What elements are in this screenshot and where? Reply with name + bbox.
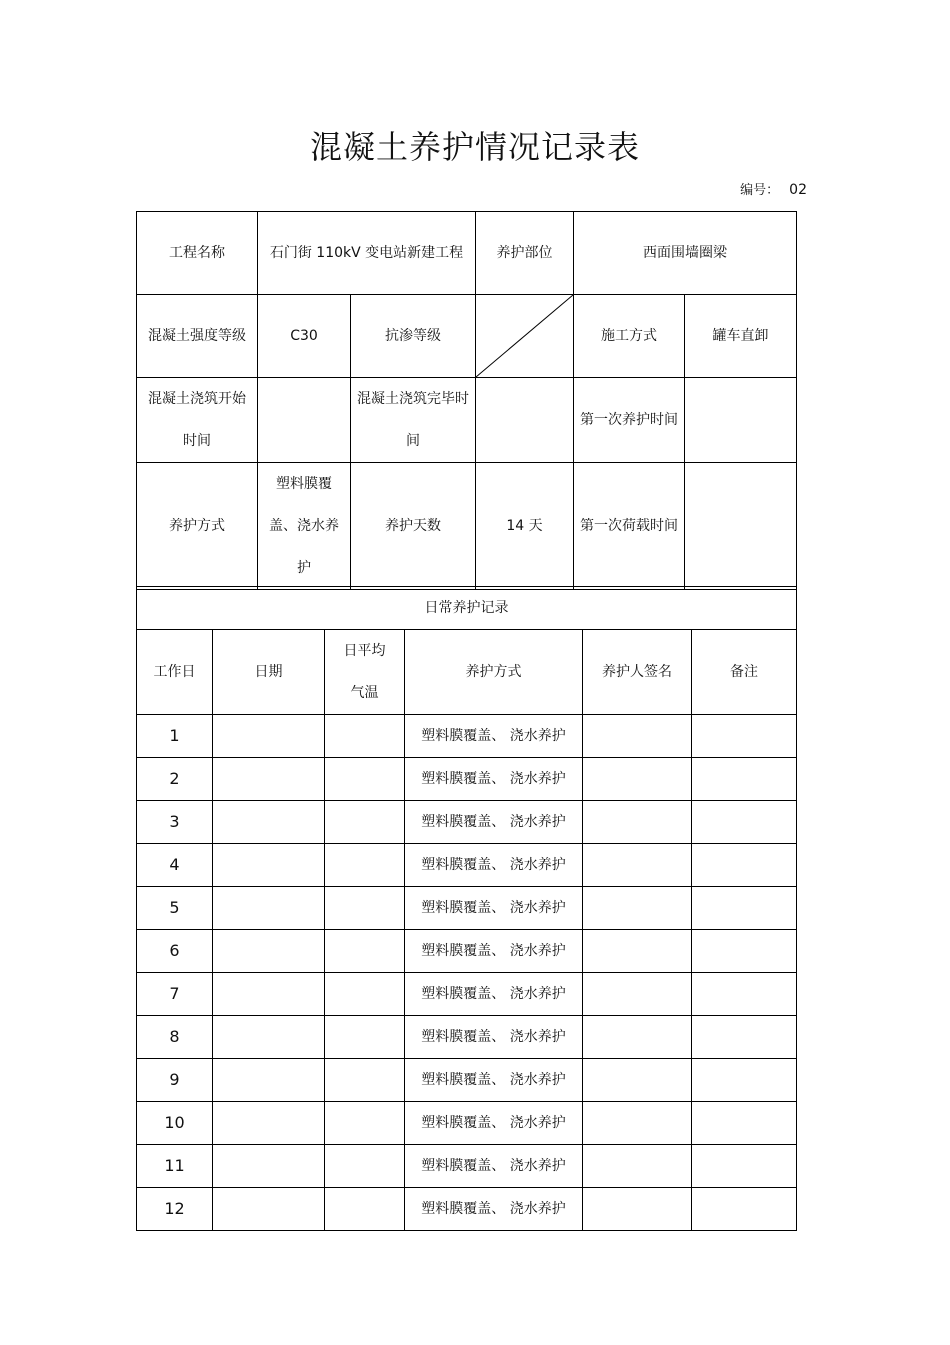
row-workday: 8 <box>137 1016 213 1059</box>
row-date <box>213 1016 325 1059</box>
row-signer <box>583 1016 692 1059</box>
row-remark <box>692 1145 797 1188</box>
row-method: 塑料膜覆盖、 浇水养护 <box>405 973 583 1016</box>
document-number <box>740 179 807 198</box>
row-avg-temp <box>325 715 405 758</box>
cure-part-value: 西面围墙圈梁 <box>574 212 797 295</box>
log-rows <box>137 715 797 1231</box>
document-number-label: 编号： <box>740 183 780 198</box>
row-avg-temp <box>325 844 405 887</box>
row-workday: 11 <box>137 1145 213 1188</box>
row-date <box>213 715 325 758</box>
row-workday: 12 <box>137 1188 213 1231</box>
table-row <box>137 715 797 758</box>
row-avg-temp <box>325 973 405 1016</box>
row-method: 塑料膜覆盖、 浇水养护 <box>405 1145 583 1188</box>
row-workday: 6 <box>137 930 213 973</box>
row-avg-temp <box>325 758 405 801</box>
header-method: 养护方式 <box>405 630 583 715</box>
row-remark <box>692 1188 797 1231</box>
table-row <box>137 1102 797 1145</box>
strength-label: 混凝土强度等级 <box>137 295 258 378</box>
row-avg-temp <box>325 1102 405 1145</box>
row-method: 塑料膜覆盖、 浇水养护 <box>405 844 583 887</box>
row-date <box>213 973 325 1016</box>
row-signer <box>583 758 692 801</box>
row-date <box>213 1188 325 1231</box>
row-workday: 2 <box>137 758 213 801</box>
header-signer: 养护人签名 <box>583 630 692 715</box>
info-table <box>136 211 797 590</box>
row-avg-temp <box>325 1059 405 1102</box>
pour-end-value <box>476 378 574 463</box>
row-workday: 1 <box>137 715 213 758</box>
table-row <box>137 1016 797 1059</box>
row-signer <box>583 801 692 844</box>
first-load-label: 第一次荷载时间 <box>574 463 685 590</box>
project-name-label: 工程名称 <box>137 212 258 295</box>
header-workday: 工作日 <box>137 630 213 715</box>
row-date <box>213 801 325 844</box>
row-remark <box>692 758 797 801</box>
row-method: 塑料膜覆盖、 浇水养护 <box>405 801 583 844</box>
row-date <box>213 844 325 887</box>
row-remark <box>692 1059 797 1102</box>
cure-method-value: 塑料膜覆盖、浇水养护 <box>258 463 351 590</box>
row-signer <box>583 1102 692 1145</box>
strength-value: C30 <box>258 295 351 378</box>
construction-method-label: 施工方式 <box>574 295 685 378</box>
row-remark <box>692 1016 797 1059</box>
impermeability-value-na <box>476 295 574 378</box>
page-title: 混凝土养护情况记录表 <box>309 128 640 166</box>
row-method: 塑料膜覆盖、 浇水养护 <box>405 1188 583 1231</box>
impermeability-label: 抗渗等级 <box>351 295 476 378</box>
row-signer <box>583 973 692 1016</box>
row-avg-temp <box>325 801 405 844</box>
cure-days-value: 14 天 <box>476 463 574 590</box>
row-workday: 9 <box>137 1059 213 1102</box>
row-avg-temp <box>325 887 405 930</box>
cure-part-label: 养护部位 <box>476 212 574 295</box>
pour-start-label: 混凝土浇筑开始时间 <box>137 378 258 463</box>
table-row <box>137 1145 797 1188</box>
row-signer <box>583 1145 692 1188</box>
row-signer <box>583 930 692 973</box>
row-avg-temp <box>325 1016 405 1059</box>
row-method: 塑料膜覆盖、 浇水养护 <box>405 930 583 973</box>
table-row <box>137 1188 797 1231</box>
row-remark <box>692 844 797 887</box>
row-remark <box>692 930 797 973</box>
row-remark <box>692 973 797 1016</box>
row-workday: 3 <box>137 801 213 844</box>
row-remark <box>692 1102 797 1145</box>
construction-method-value: 罐车直卸 <box>685 295 797 378</box>
row-workday: 5 <box>137 887 213 930</box>
row-date <box>213 887 325 930</box>
document-number-value: 02 <box>789 182 807 198</box>
header-avg-temp: 日平均气温 <box>325 630 405 715</box>
cure-method-label: 养护方式 <box>137 463 258 590</box>
row-method: 塑料膜覆盖、 浇水养护 <box>405 758 583 801</box>
table-row <box>137 930 797 973</box>
header-remark: 备注 <box>692 630 797 715</box>
row-workday: 10 <box>137 1102 213 1145</box>
row-signer <box>583 844 692 887</box>
row-method: 塑料膜覆盖、 浇水养护 <box>405 1059 583 1102</box>
project-name-value: 石门街 110kV 变电站新建工程 <box>258 212 476 295</box>
first-cure-label: 第一次养护时间 <box>574 378 685 463</box>
daily-log-table <box>136 586 797 1231</box>
row-remark <box>692 715 797 758</box>
pour-end-label: 混凝土浇筑完毕时间 <box>351 378 476 463</box>
row-date <box>213 1145 325 1188</box>
row-date <box>213 758 325 801</box>
row-workday: 7 <box>137 973 213 1016</box>
cure-days-label: 养护天数 <box>351 463 476 590</box>
row-signer <box>583 1059 692 1102</box>
row-avg-temp <box>325 930 405 973</box>
row-method: 塑料膜覆盖、 浇水养护 <box>405 887 583 930</box>
row-remark <box>692 801 797 844</box>
row-avg-temp <box>325 1145 405 1188</box>
row-signer <box>583 887 692 930</box>
table-row <box>137 758 797 801</box>
row-signer <box>583 1188 692 1231</box>
row-remark <box>692 887 797 930</box>
row-workday: 4 <box>137 844 213 887</box>
row-method: 塑料膜覆盖、 浇水养护 <box>405 1102 583 1145</box>
row-method: 塑料膜覆盖、 浇水养护 <box>405 715 583 758</box>
table-row <box>137 1059 797 1102</box>
row-avg-temp <box>325 1188 405 1231</box>
row-date <box>213 930 325 973</box>
first-load-value <box>685 463 797 590</box>
row-method: 塑料膜覆盖、 浇水养护 <box>405 1016 583 1059</box>
first-cure-value <box>685 378 797 463</box>
diagonal-line <box>476 295 573 377</box>
row-date <box>213 1059 325 1102</box>
pour-start-value <box>258 378 351 463</box>
row-date <box>213 1102 325 1145</box>
table-row <box>137 973 797 1016</box>
header-date: 日期 <box>213 630 325 715</box>
table-row <box>137 801 797 844</box>
row-signer <box>583 715 692 758</box>
table-row <box>137 887 797 930</box>
table-row <box>137 844 797 887</box>
log-section-title: 日常养护记录 <box>137 587 797 630</box>
